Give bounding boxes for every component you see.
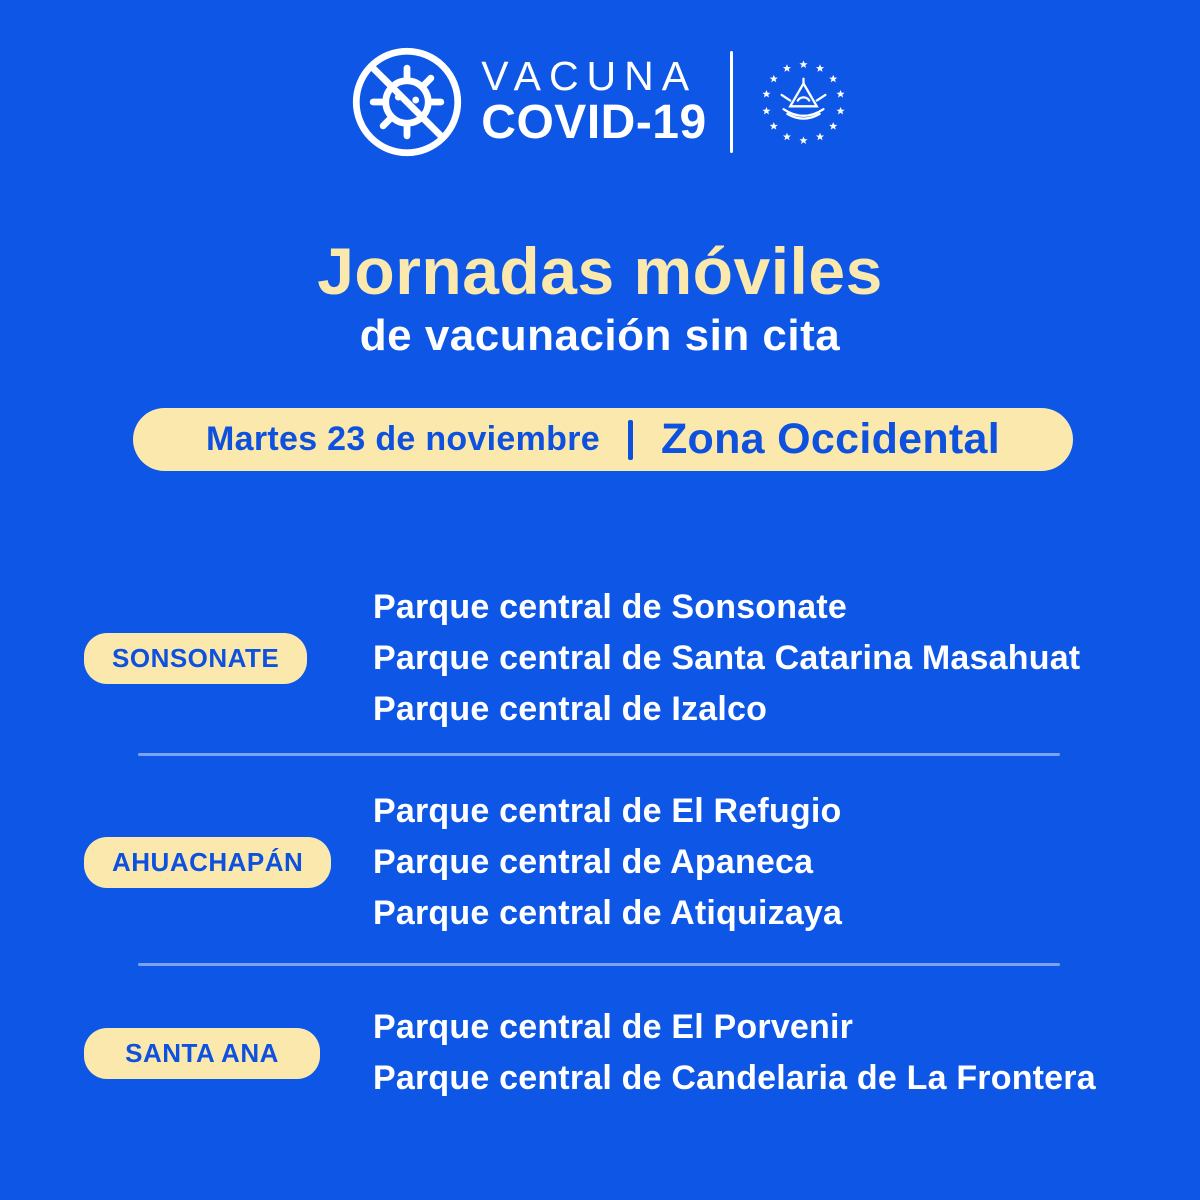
location-item: Parque central de Apaneca: [373, 843, 814, 881]
location-item: Parque central de Santa Catarina Masahuat: [373, 639, 1081, 677]
location-item: Parque central de El Porvenir: [373, 1008, 854, 1046]
page-subtitle: de vacunación sin cita: [359, 311, 841, 361]
header-divider-bar: [730, 51, 733, 153]
header-logo-bar: [0, 44, 1200, 160]
title-block: [0, 236, 1200, 362]
el-salvador-emblem-icon: [756, 55, 851, 150]
location-item: Parque central de Izalco: [373, 690, 768, 728]
location-item: Parque central de Candelaria de La Frontera: [373, 1059, 1096, 1097]
department-pill-santa-ana: SANTA ANA: [84, 1028, 320, 1079]
brand-vacuna-label: VACUNA: [481, 53, 698, 100]
section-ahuachapan: [0, 786, 1200, 939]
location-list: [373, 786, 842, 939]
location-item: Parque central de Sonsonate: [373, 588, 847, 626]
banner-divider-bar: [628, 420, 633, 460]
location-list: [373, 582, 1080, 735]
section-divider: [138, 963, 1060, 966]
section-divider: [138, 753, 1060, 756]
date-zone-banner: [133, 408, 1073, 471]
banner-date-label: Martes 23 de noviembre: [206, 420, 600, 458]
location-list: [373, 1002, 1096, 1104]
section-label-column: [0, 633, 373, 684]
section-santa-ana: [0, 1002, 1200, 1104]
section-sonsonate: [0, 582, 1200, 735]
location-item: Parque central de El Refugio: [373, 792, 842, 830]
department-pill-ahuachapan: AHUACHAPÁN: [84, 837, 331, 888]
brand-text: [481, 53, 707, 150]
no-virus-icon: [349, 44, 465, 160]
brand-covid19-label: COVID-19: [481, 96, 707, 150]
page-title: Jornadas móviles: [317, 234, 883, 308]
department-pill-sonsonate: SONSONATE: [84, 633, 307, 684]
banner-zone-label: Zona Occidental: [660, 415, 1000, 463]
location-item: Parque central de Atiquizaya: [373, 894, 843, 932]
section-label-column: [0, 1028, 373, 1079]
section-label-column: [0, 837, 373, 888]
